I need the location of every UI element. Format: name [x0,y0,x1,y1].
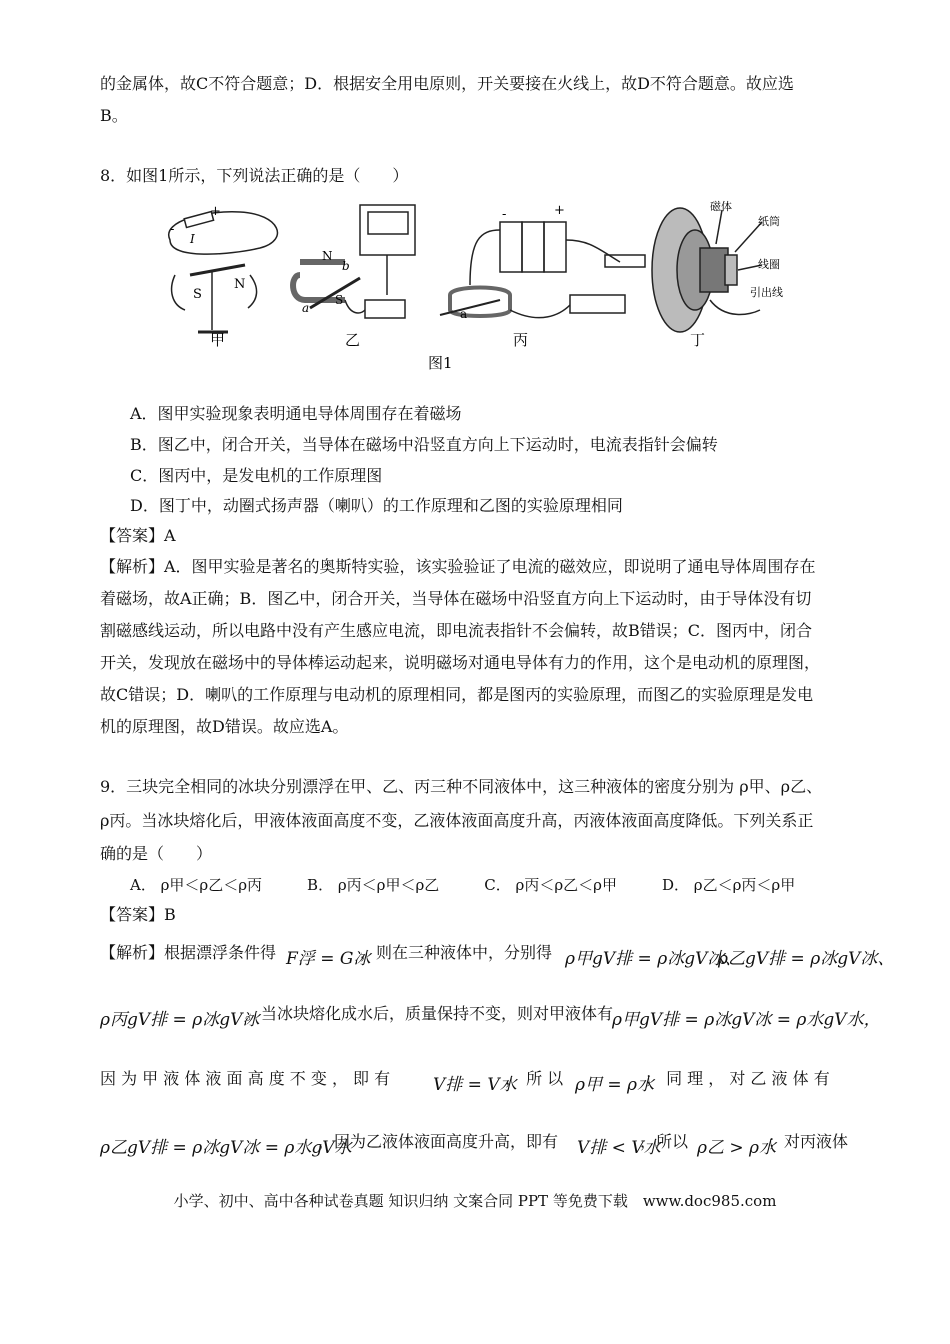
text-line: 的金属体，故C不符合题意；D．根据安全用电原则，开关要接在火线上，故D不符合题意。故应选 [100,74,794,93]
option-8c: C．图丙中，是发电机的工作原理图 [130,466,383,485]
figure-bing [440,222,645,318]
explanation-8: 故C错误；D．喇叭的工作原理与电动机的原理相同，都是图丙的实验原理，而图乙的实验原理是发电 [100,685,814,704]
explanation-8: 【解析】A．图甲实验是著名的奥斯特实验，该实验验证了电流的磁效应，即说明了通电导体周围存在 [100,557,816,576]
option-8b: B．图乙中，闭合开关，当导体在磁场中沿竖直方向上下运动时，电流表指针会偏转 [130,435,718,454]
fig-caption: 图1 [428,354,453,372]
fig-caption-bing: 丙 [513,331,529,349]
text-line: B。 [100,106,128,125]
formula: ρ甲gV排 = ρ冰gV冰、 [565,949,742,969]
fig-label-S: S [193,287,202,302]
fig-caption-yi: 乙 [345,331,361,349]
formula: ρ甲gV排 = ρ冰gV冰 = ρ水gV水， [612,1010,881,1030]
explanation-9: ； 同 理 ， 对 乙 液 体 有 [645,1069,830,1088]
fig-sign-minus: - [170,222,175,237]
fig-label-a2: a [460,307,468,321]
question-9: 9．三块完全相同的冰块分别漂浮在甲、乙、丙三种不同液体中，这三种液体的密度分别为 ρ甲、ρ乙、 [100,777,823,796]
formula: F浮 = G冰 [286,949,371,969]
speaker-label-lead: 引出线 [750,286,783,299]
question-8: 8．如图1所示，下列说法正确的是（ ） [100,166,409,185]
fig-sign-minus2: - [502,207,507,222]
question-9: 确的是（ ） [100,844,213,863]
explanation-9: ，所以 [640,1132,689,1151]
fig-caption-jia: 甲 [210,331,226,349]
option-8d: D．图丁中，动圈式扬声器（喇叭）的工作原理和乙图的实验原理相同 [130,496,623,515]
speaker-label-coil: 线圈 [758,258,780,271]
figure-1 [150,200,790,375]
options-9: A． ρ甲＜ρ乙＜ρ丙 B． ρ丙＜ρ甲＜ρ乙 C． ρ丙＜ρ乙＜ρ甲 D． ρ乙＜ρ丙＜ρ甲 [130,876,796,894]
fig-label-a: a [302,301,310,315]
explanation-9: ；对丙液体 [768,1132,849,1151]
fig-sign-plus: + [210,204,221,219]
question-9: ρ丙。当冰块熔化后，甲液体液面高度不变，乙液体液面高度升高，丙液体液面高度降低。下列关系正 [100,811,814,830]
figure-yi [293,205,415,318]
answer-9: 【答案】B [100,905,176,924]
figure-jia [169,212,278,332]
fig-label-N: N [234,277,246,292]
fig-label-I: I [190,232,195,246]
formula: ρ乙gV排 = ρ冰gV冰 = ρ水gV水 [100,1138,352,1158]
formula: ρ丙gV排 = ρ冰gV冰 [100,1010,260,1030]
explanation-8: 割磁感线运动，所以电路中没有产生感应电流，即电流表指针不会偏转，故B错误；C．图丙中，闭合 [100,621,813,640]
formula: V排 < V水 [577,1138,661,1158]
explanation-8: 开关，发现放在磁场中的导体棒运动起来，说明磁场对通电导体有力的作用，这个是电动机的原理图， [100,653,821,672]
explanation-9: 【解析】根据漂浮条件得 [100,943,277,962]
formula: ρ乙gV排 = ρ冰gV冰、 [718,949,895,969]
fig-caption-ding: 丁 [690,331,706,349]
explanation-8: 机的原理图，故D错误。故应选A。 [100,717,349,736]
formula: ρ甲 = ρ水 [575,1075,655,1095]
figure-ding [652,208,762,332]
speaker-label-magnet: 磁体 [710,200,732,213]
formula: V排 = V水 [433,1075,517,1095]
explanation-9: 因 为 甲 液 体 液 面 高 度 不 变 ， 即 有 [100,1069,391,1088]
option-8a: A．图甲实验现象表明通电导体周围存在着磁场 [130,404,462,423]
formula: ρ乙 > ρ水 [697,1138,777,1158]
explanation-9: 。当冰块熔化成水后，质量保持不变，则对甲液体有 [245,1004,614,1023]
explanation-9: ，则在三种液体中，分别得 [360,943,553,962]
page-footer: 小学、初中、高中各种试卷真题 知识归纳 文案合同 PPT 等免费下载 www.doc985.com [173,1192,777,1210]
fig-label-N2: N [322,249,333,263]
explanation-8: 着磁场，故A正确；B．图乙中，闭合开关，当导体在磁场中沿竖直方向上下运动时，由于导体没有切 [100,589,812,608]
fig-sign-plus2: + [554,203,565,218]
explanation-9: ， 所 以 [505,1069,564,1088]
speaker-label-tube: 纸筒 [758,215,780,228]
explanation-9: ，因为乙液体液面高度升高，即有 [318,1132,559,1151]
fig-label-S2: S [335,293,344,307]
fig-label-b: b [342,259,350,273]
answer-8: 【答案】A [100,526,176,545]
